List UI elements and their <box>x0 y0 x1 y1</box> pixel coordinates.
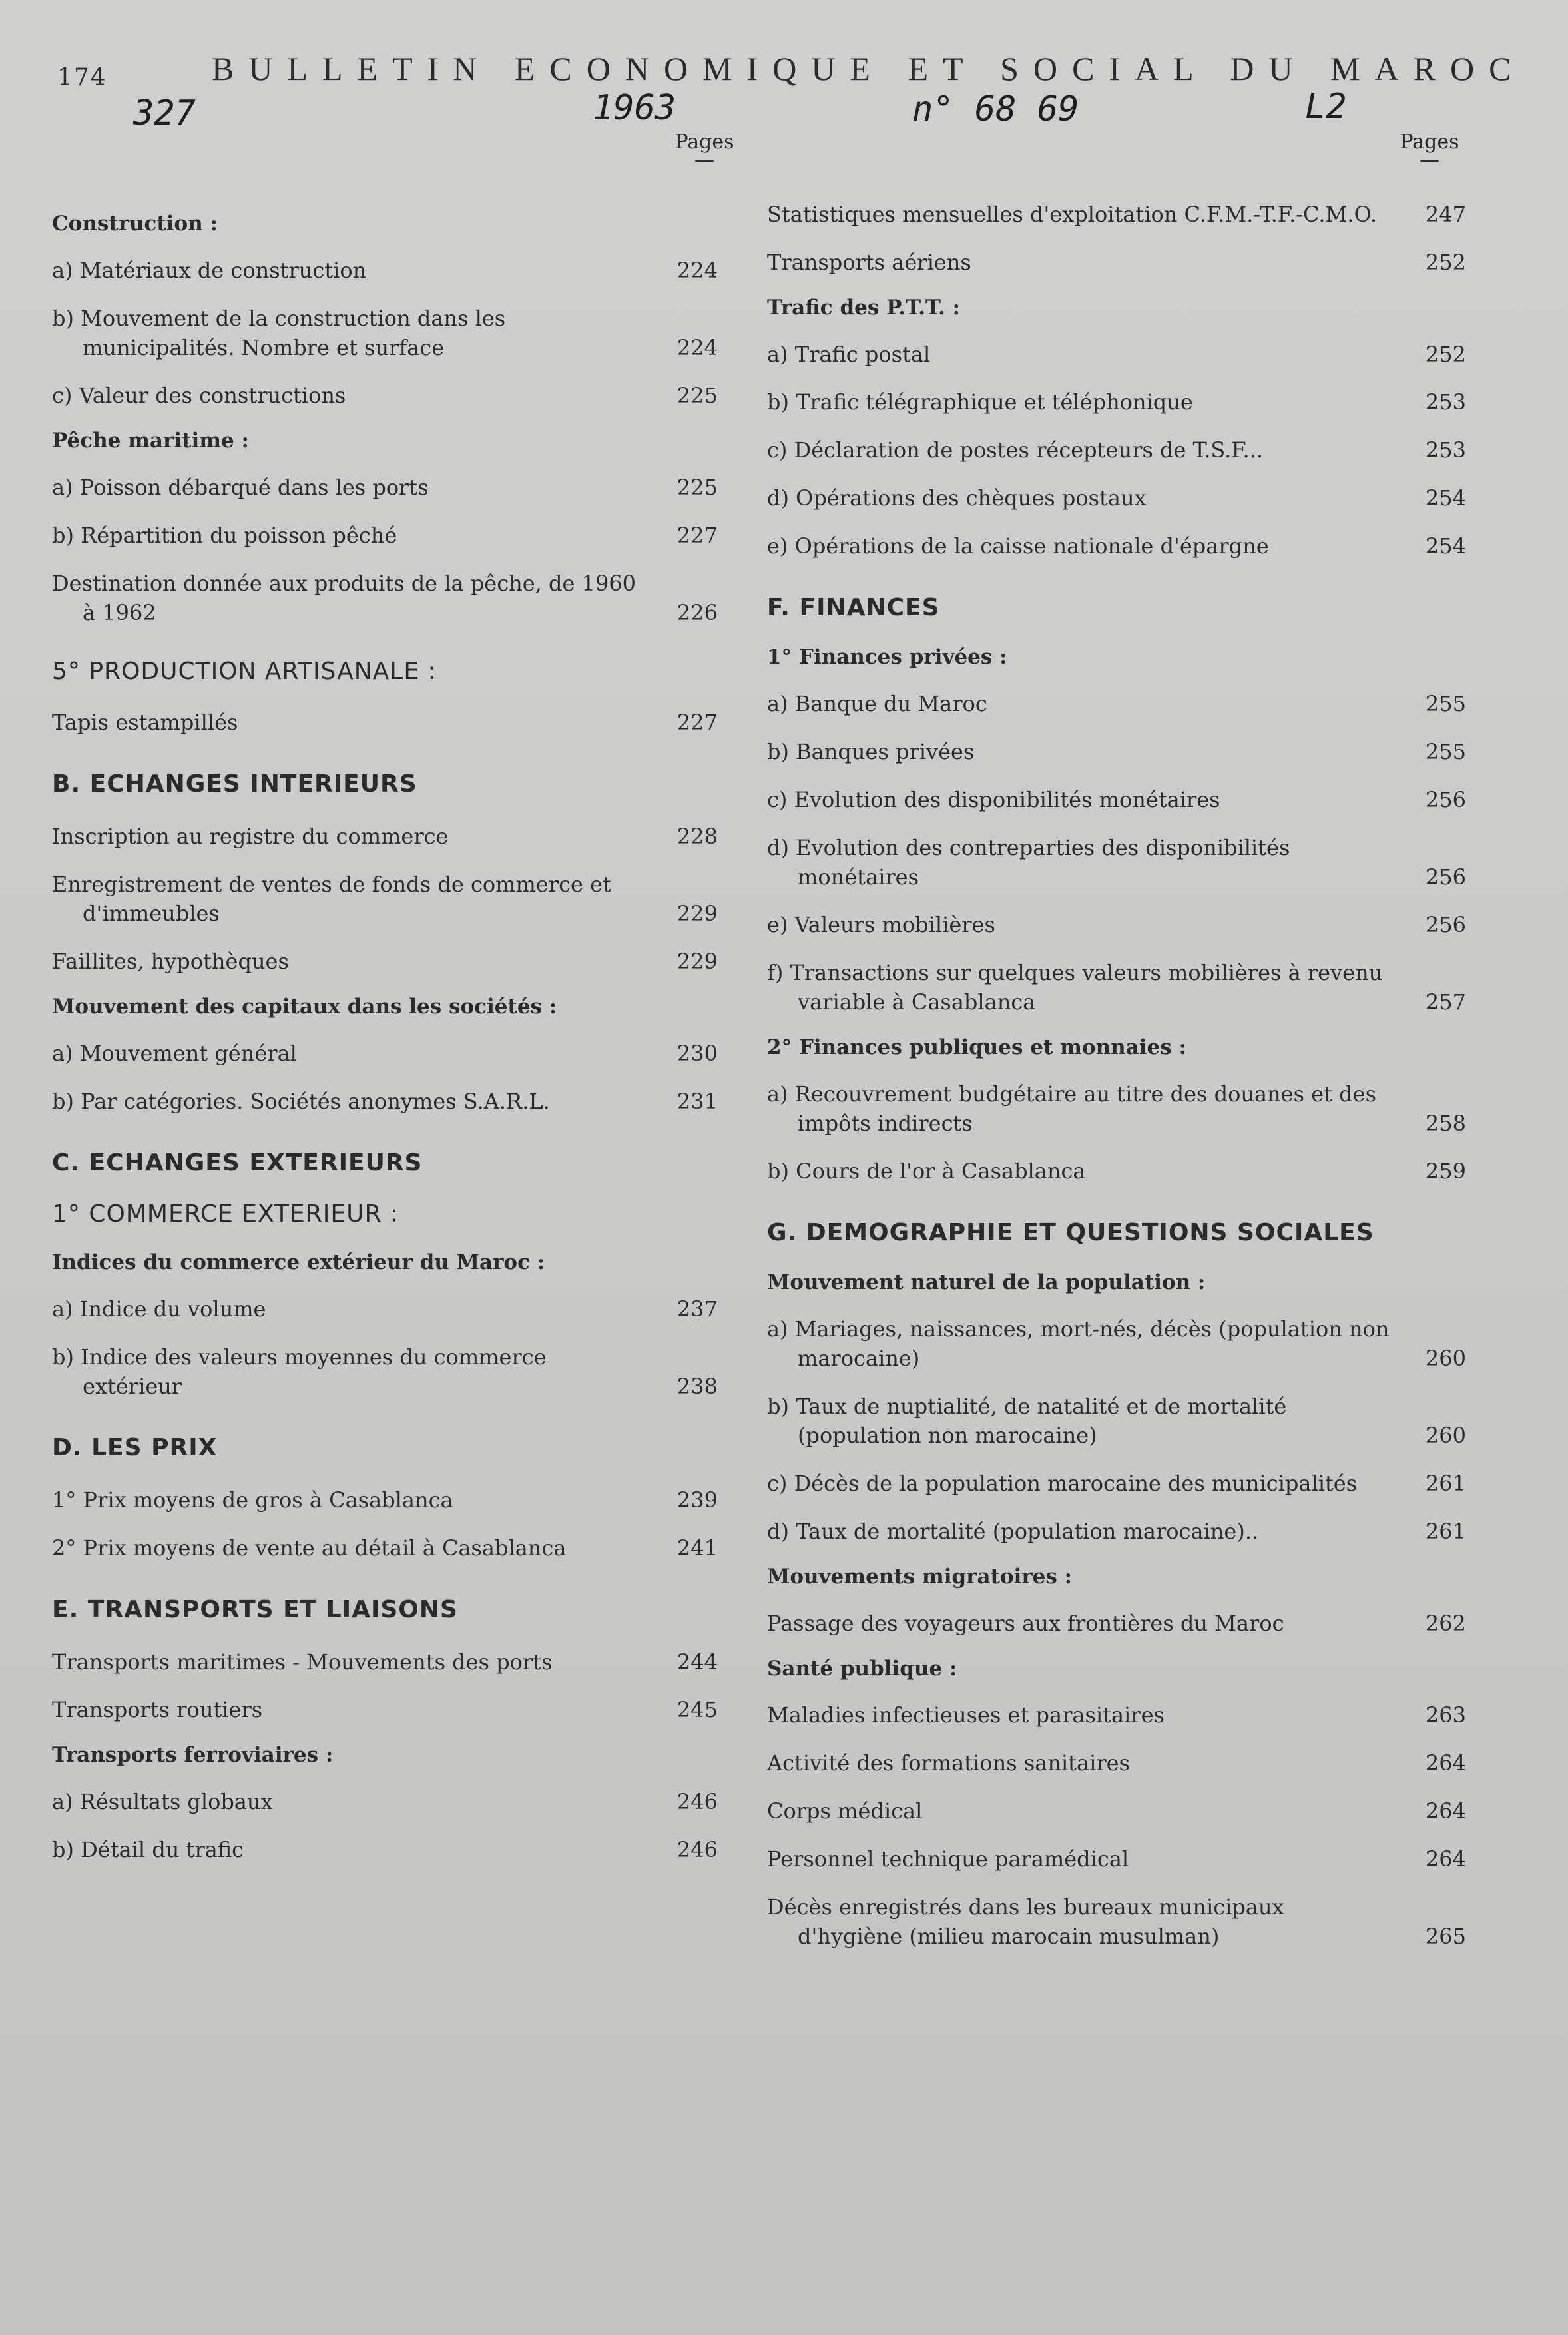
toc-entry <box>52 1294 718 1324</box>
entry-page: 239 <box>676 1487 718 1513</box>
subheading-migratoires: Mouvements migratoires : <box>767 1565 1073 1589</box>
toc-entry <box>767 1892 1466 1951</box>
entry-page: 257 <box>1425 989 1466 1015</box>
subheading-indices: Indices du commerce extérieur du Maroc : <box>52 1250 545 1274</box>
toc-entry <box>767 785 1466 814</box>
running-header: BULLETIN ECONOMIQUE ET SOCIAL DU MAROC <box>212 50 1526 87</box>
subheading-mouvement-naturel: Mouvement naturel de la population : <box>767 1270 1206 1294</box>
handwritten-note-3: n° 68 69 <box>912 89 1079 129</box>
entry-page: 246 <box>676 1837 718 1862</box>
entry-page: 226 <box>676 600 718 625</box>
pages-label: Pages <box>1400 130 1459 154</box>
entry-page: 254 <box>1425 533 1466 559</box>
entry-page: 263 <box>1425 1702 1466 1728</box>
entry-page: 228 <box>676 824 718 849</box>
section-echanges-interieurs: B. ECHANGES INTERIEURS <box>52 770 417 798</box>
entry-page: 225 <box>676 383 718 408</box>
entry-page: 256 <box>1425 912 1466 937</box>
subheading-ferroviaires: Transports ferroviaires : <box>52 1743 334 1767</box>
entry-text: d) Evolution des contreparties des disponibilités monétaires <box>767 835 1290 890</box>
entry-text: a) Résultats globaux <box>52 1789 273 1814</box>
entry-text: c) Déclaration de postes récepteurs de T.S.F... <box>767 437 1264 463</box>
toc-entry <box>52 473 718 502</box>
entry-text: a) Recouvrement budgétaire au titre des douanes et des impôts indirects <box>767 1081 1376 1136</box>
entry-text: f) Transactions sur quelques valeurs mobilières à revenu variable à Casablanca <box>767 960 1383 1015</box>
toc-entry <box>767 1469 1466 1498</box>
entry-page: 264 <box>1425 1798 1466 1824</box>
toc-entry <box>52 381 718 410</box>
toc-entry <box>52 1342 718 1401</box>
entry-text: e) Opérations de la caisse nationale d'épargne <box>767 533 1269 559</box>
toc-entry <box>52 1087 718 1116</box>
toc-entry <box>52 569 718 627</box>
entry-page: 255 <box>1425 691 1466 716</box>
entry-text: Transports maritimes - Mouvements des ports <box>52 1649 553 1675</box>
toc-entry <box>52 1647 718 1677</box>
section-commerce-exterieur: 1° COMMERCE EXTERIEUR : <box>52 1200 399 1228</box>
toc-entry <box>767 1700 1466 1730</box>
entry-text: a) Mouvement général <box>52 1041 297 1066</box>
pages-dash: — <box>1420 148 1439 172</box>
left-column <box>52 200 718 1883</box>
entry-page: 231 <box>676 1089 718 1114</box>
entry-text: Inscription au registre du commerce <box>52 824 449 849</box>
entry-page: 253 <box>1425 437 1466 463</box>
entry-page: 237 <box>676 1296 718 1322</box>
entry-text: Corps médical <box>767 1798 923 1824</box>
section-artisanale: 5° PRODUCTION ARTISANALE : <box>52 658 437 685</box>
toc-entry <box>767 1392 1466 1450</box>
toc-entry <box>767 531 1466 561</box>
entry-page: 229 <box>676 949 718 974</box>
entry-page: 259 <box>1425 1159 1466 1184</box>
entry-text: 1° Prix moyens de gros à Casablanca <box>52 1487 453 1513</box>
entry-page: 238 <box>676 1374 718 1399</box>
entry-page: 230 <box>676 1041 718 1066</box>
entry-text: a) Banque du Maroc <box>767 691 987 716</box>
page-number: 174 <box>57 64 107 91</box>
entry-text: b) Taux de nuptialité, de natalité et de mortalité (population non marocaine) <box>767 1394 1287 1448</box>
pages-header-right <box>1386 130 1473 172</box>
toc-entry <box>767 1844 1466 1874</box>
toc-entry <box>52 1533 718 1563</box>
handwritten-note-1: 327 <box>133 93 196 133</box>
entry-text: a) Matériaux de construction <box>52 258 367 283</box>
entry-text: b) Par catégories. Sociétés anonymes S.A.R.L. <box>52 1089 550 1114</box>
toc-entry <box>767 1517 1466 1546</box>
entry-page: 264 <box>1425 1750 1466 1776</box>
toc-entry <box>767 340 1466 369</box>
toc-entry <box>52 1695 718 1724</box>
entry-page: 241 <box>676 1535 718 1561</box>
toc-entry <box>767 910 1466 939</box>
toc-entry <box>767 248 1466 277</box>
entry-page: 224 <box>676 335 718 360</box>
entry-text: b) Banques privées <box>767 739 975 764</box>
entry-page: 252 <box>1425 342 1466 367</box>
entry-page: 262 <box>1425 1611 1466 1636</box>
toc-entry <box>767 1609 1466 1638</box>
entry-page: 244 <box>676 1649 718 1675</box>
section-prix: D. LES PRIX <box>52 1434 218 1461</box>
entry-text: b) Cours de l'or à Casablanca <box>767 1159 1086 1184</box>
entry-page: 256 <box>1425 864 1466 890</box>
subheading-finances-publiques: 2° Finances publiques et monnaies : <box>767 1035 1186 1059</box>
entry-page: 254 <box>1425 485 1466 511</box>
subheading-capitaux: Mouvement des capitaux dans les sociétés : <box>52 995 557 1019</box>
toc-entry <box>767 1796 1466 1826</box>
toc-entry <box>52 870 718 928</box>
toc-entry <box>767 1314 1466 1373</box>
entry-text: c) Valeur des constructions <box>52 383 346 408</box>
entry-text: Destination donnée aux produits de la pêche, de 1960 à 1962 <box>52 571 637 625</box>
toc-entry <box>52 304 718 362</box>
toc-entry <box>52 1787 718 1816</box>
entry-text: Enregistrement de ventes de fonds de commerce et d'immeubles <box>52 872 611 926</box>
entry-text: e) Valeurs mobilières <box>767 912 995 937</box>
entry-page: 229 <box>676 901 718 926</box>
entry-text: Décès enregistrés dans les bureaux municipaux d'hygiène (milieu marocain musulman) <box>767 1894 1284 1949</box>
entry-text: a) Indice du volume <box>52 1296 266 1322</box>
toc-entry <box>52 1835 718 1864</box>
pages-label: Pages <box>674 130 734 154</box>
entry-text: Transports routiers <box>52 1697 263 1722</box>
entry-page: 224 <box>676 258 718 283</box>
entry-page: 225 <box>676 475 718 500</box>
section-echanges-exterieurs: C. ECHANGES EXTERIEURS <box>52 1149 423 1176</box>
entry-text: Transports aériens <box>767 250 971 275</box>
toc-entry <box>52 708 718 737</box>
entry-text: b) Indice des valeurs moyennes du commerce extérieur <box>52 1344 547 1399</box>
subheading-finances-privees: 1° Finances privées : <box>767 645 1007 669</box>
entry-text: b) Répartition du poisson pêché <box>52 523 397 548</box>
section-demographie: G. DEMOGRAPHIE ET QUESTIONS SOCIALES <box>767 1219 1374 1246</box>
toc-entry <box>52 256 718 285</box>
entry-page: 256 <box>1425 787 1466 812</box>
entry-text: a) Poisson débarqué dans les ports <box>52 475 429 500</box>
entry-page: 265 <box>1425 1924 1466 1949</box>
entry-page: 261 <box>1425 1471 1466 1496</box>
entry-text: Statistiques mensuelles d'exploitation C.F.M.-T.F.-C.M.O. <box>767 202 1378 227</box>
section-finances: F. FINANCES <box>767 594 940 621</box>
toc-entry <box>767 1748 1466 1778</box>
entry-page: 261 <box>1425 1519 1466 1544</box>
entry-page: 245 <box>676 1697 718 1722</box>
toc-entry <box>767 1079 1466 1138</box>
toc-entry <box>52 947 718 976</box>
entry-text: a) Trafic postal <box>767 342 931 367</box>
subheading-peche: Pêche maritime : <box>52 429 249 453</box>
toc-entry <box>52 521 718 550</box>
toc-entry <box>767 388 1466 417</box>
entry-text: b) Détail du trafic <box>52 1837 244 1862</box>
subheading-construction: Construction : <box>52 212 218 236</box>
entry-text: 2° Prix moyens de vente au détail à Casablanca <box>52 1535 567 1561</box>
toc-entry <box>767 435 1466 465</box>
entry-text: Passage des voyageurs aux frontières du Maroc <box>767 1611 1284 1636</box>
entry-text: a) Mariages, naissances, mort-nés, décès (population non marocaine) <box>767 1316 1390 1371</box>
toc-entry <box>52 1485 718 1515</box>
toc-entry <box>52 822 718 851</box>
entry-page: 227 <box>676 523 718 548</box>
right-column <box>767 200 1466 1969</box>
toc-entry <box>52 1039 718 1068</box>
toc-entry <box>767 833 1466 892</box>
toc-entry <box>767 1157 1466 1186</box>
entry-text: d) Taux de mortalité (population marocaine).. <box>767 1519 1259 1544</box>
entry-text: Maladies infectieuses et parasitaires <box>767 1702 1165 1728</box>
subheading-ptt: Trafic des P.T.T. : <box>767 296 961 320</box>
pages-dash: — <box>694 148 714 172</box>
section-transports: E. TRANSPORTS ET LIAISONS <box>52 1596 458 1623</box>
entry-page: 246 <box>676 1789 718 1814</box>
entry-page: 252 <box>1425 250 1466 275</box>
entry-text: Activité des formations sanitaires <box>767 1750 1130 1776</box>
entry-page: 255 <box>1425 739 1466 764</box>
entry-page: 253 <box>1425 389 1466 415</box>
pages-header-left <box>661 130 748 172</box>
entry-text: c) Evolution des disponibilités monétaires <box>767 787 1220 812</box>
entry-page: 247 <box>1425 202 1466 227</box>
entry-text: d) Opérations des chèques postaux <box>767 485 1147 511</box>
entry-page: 264 <box>1425 1846 1466 1872</box>
entry-text: Tapis estampillés <box>52 710 238 735</box>
toc-entry <box>767 689 1466 718</box>
entry-text: b) Trafic télégraphique et téléphonique <box>767 389 1193 415</box>
toc-entry <box>767 483 1466 513</box>
entry-page: 258 <box>1425 1111 1466 1136</box>
handwritten-note-2: 1963 <box>593 88 676 128</box>
entry-text: Faillites, hypothèques <box>52 949 289 974</box>
entry-page: 260 <box>1425 1346 1466 1371</box>
toc-entry <box>767 200 1466 229</box>
entry-text: c) Décès de la population marocaine des municipalités <box>767 1471 1358 1496</box>
entry-page: 260 <box>1425 1423 1466 1448</box>
subheading-sante: Santé publique : <box>767 1657 957 1681</box>
entry-text: Personnel technique paramédical <box>767 1846 1129 1872</box>
toc-entry <box>767 958 1466 1017</box>
entry-text: b) Mouvement de la construction dans les municipalités. Nombre et surface <box>52 306 506 360</box>
toc-entry <box>767 737 1466 766</box>
handwritten-note-4: L2 <box>1305 87 1347 127</box>
entry-page: 227 <box>676 710 718 735</box>
